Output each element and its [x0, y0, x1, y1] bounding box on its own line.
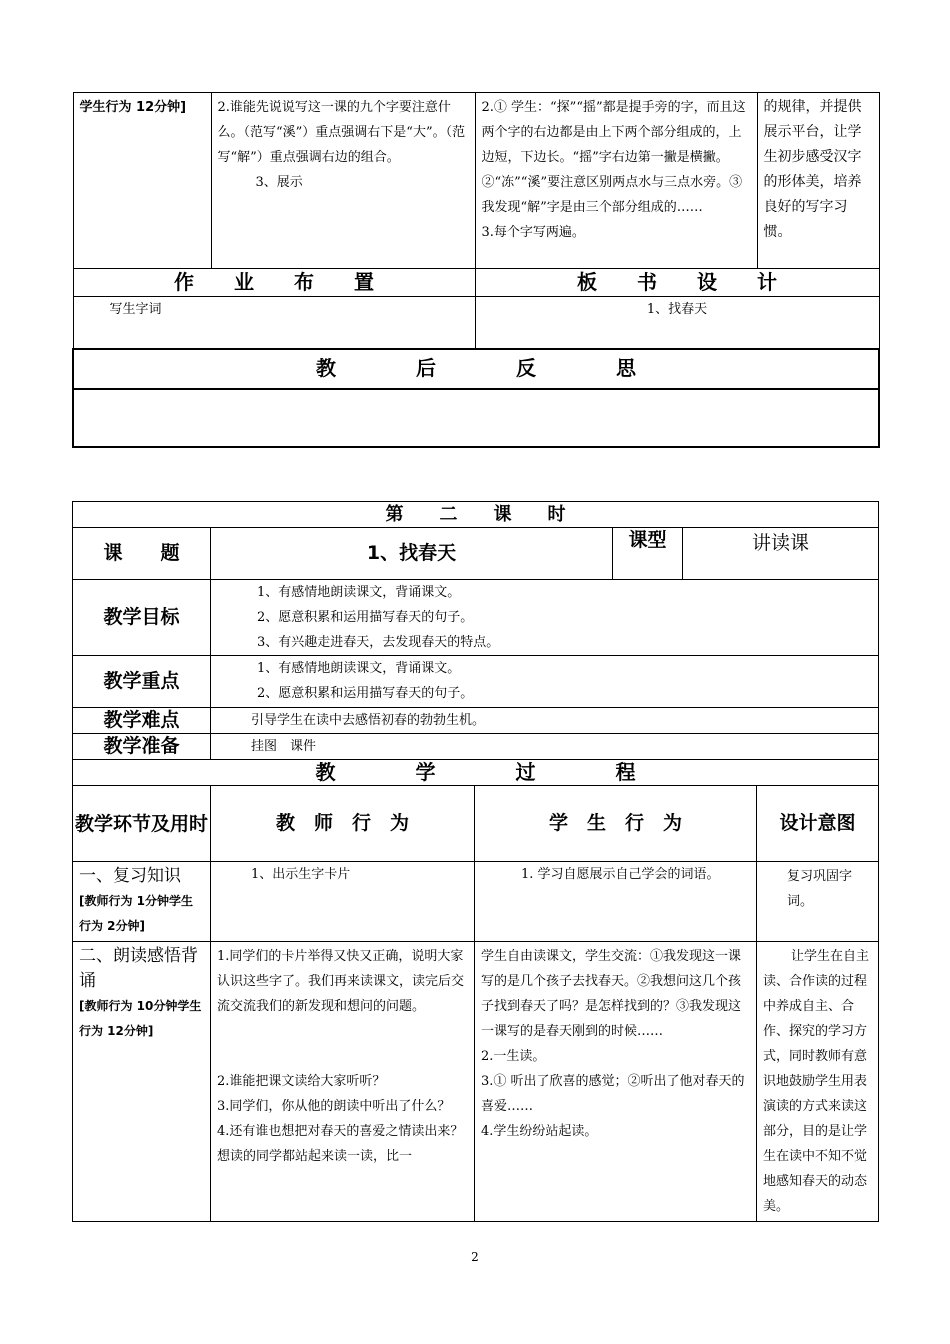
goal-item: 3、有兴趣走进春天，去发现春天的特点。 — [257, 635, 500, 650]
topic-value: 1、找春天 — [211, 528, 613, 580]
step2-student-4: 4.学生纷纷站起读。 — [481, 1124, 598, 1139]
focus-item: 2、愿意积累和运用描写春天的句子。 — [257, 686, 474, 701]
board-header: 板 书 设 计 — [475, 269, 879, 297]
step2-teacher-1: 1.同学们的卡片举得又快又正确，说明大家认识这些字了。我们再来读课文，读完后交流交流我们的新发现和想问的问题。 — [217, 949, 465, 1014]
step2-teacher-4: 4.还有谁也想把对春天的喜爱之情读出来？想读的同学都站起来读一读，比一 — [217, 1124, 464, 1164]
student-cell — [475, 93, 757, 269]
step1-teacher: 1、出示生字卡片 — [211, 862, 475, 942]
student-text: 2.① 学生：“探”“摇”都是提手旁的字，而且这两个字的右边都是由上下两个部分组成的，上边短，下边长。“摇”字右边第一撇是横撇。②“冻”“溪”要注意区别两点水与三点水旁。③我发现“解”字是由三个部分组成的…… — [481, 100, 746, 215]
step2-student — [475, 942, 757, 1222]
col-header-student: 学 生 行 为 — [475, 786, 757, 862]
col-header-teacher: 教 师 行 为 — [211, 786, 475, 862]
type-label: 课型 — [613, 528, 683, 580]
difficulty-text: 引导学生在读中去感悟初春的勃勃生机。 — [211, 708, 879, 734]
step2-name: 二、朗读感悟背诵 — [79, 946, 198, 991]
student-text-2: 3.每个字写两遍。 — [481, 225, 585, 240]
lesson-title: 第 二 课 时 — [73, 502, 879, 528]
step1-intent: 复习巩固字词。 — [757, 862, 879, 942]
step2-teacher-3: 3.同学们，你从他的朗读中听出了什么？ — [217, 1099, 451, 1114]
focus-item: 1、有感情地朗读课文，背诵课文。 — [257, 661, 461, 676]
lesson2-table — [72, 501, 879, 1222]
reflection-content — [73, 389, 879, 447]
step1-name: 一、复习知识 — [79, 866, 181, 886]
step1-student: 1. 学习自愿展示自己学会的词语。 — [475, 862, 757, 942]
process-header: 教 学 过 程 — [73, 760, 879, 786]
step-time-cell — [73, 93, 211, 269]
col-header-step: 教学环节及用时 — [73, 786, 211, 862]
homework-header: 作 业 布 置 — [73, 269, 475, 297]
goal-item: 2、愿意积累和运用描写春天的句子。 — [257, 610, 474, 625]
goal-item: 1、有感情地朗读课文，背诵课文。 — [257, 585, 461, 600]
teacher-cell — [211, 93, 475, 269]
top-table — [72, 92, 880, 448]
focus-label: 教学重点 — [73, 656, 211, 708]
goals-list — [211, 580, 879, 656]
step2-student-1: 学生自由读课文，学生交流：①我发现这一课写的是几个孩子去找春天。②我想问这几个孩子找到春天了吗？是怎样找到的？③我发现这一课写的是春天刚到的时候…… — [481, 949, 742, 1039]
step2-teacher — [211, 942, 475, 1222]
step2-student-3: 3.① 听出了欣喜的感觉；②听出了他对春天的喜爱…… — [481, 1074, 745, 1114]
col-header-intent: 设计意图 — [757, 786, 879, 862]
step2-time: [教师行为 10分钟学生行为 12分钟] — [79, 999, 202, 1038]
teacher-text-2: 3、展示 — [255, 175, 303, 190]
type-value: 讲读课 — [683, 528, 879, 580]
step-time: 学生行为 12分钟] — [79, 100, 187, 115]
step1-cell — [73, 862, 211, 942]
intent-text: 的规律，并提供展示平台，让学生初步感受汉字的形体美，培养良好的写字习惯。 — [763, 99, 862, 240]
reflection-header: 教 后 反 思 — [73, 349, 879, 389]
step2-intent: 让学生在自主读、合作读的过程中养成自主、合作、探究的学习方式，同时教师有意识地鼓励学生用表演读的方式来读这部分，目的是让学生在读中不知不觉地感知春天的动态美。 — [757, 942, 879, 1222]
step1-time: [教师行为 1分钟学生行为 2分钟] — [79, 894, 194, 933]
step2-teacher-2: 2.谁能把课文读给大家听听？ — [217, 1074, 386, 1089]
prep-label: 教学准备 — [73, 734, 211, 760]
step2-student-2: 2.一生读。 — [481, 1049, 546, 1064]
teacher-text: 2.谁能先说说写这一课的九个字要注意什么。（范写“溪”）重点强调右下是“大”。（范写“解”）重点强调右边的组合。 — [217, 100, 466, 165]
step2-cell — [73, 942, 211, 1222]
board-content: 1、找春天 — [475, 297, 879, 349]
difficulty-label: 教学难点 — [73, 708, 211, 734]
page-number: 2 — [471, 1250, 479, 1264]
goals-label: 教学目标 — [73, 580, 211, 656]
intent-cell — [757, 93, 879, 269]
prep-text: 挂图 课件 — [211, 734, 879, 760]
focus-list — [211, 656, 879, 708]
homework-content: 写生字词 — [73, 297, 475, 349]
topic-label: 课 题 — [73, 528, 211, 580]
